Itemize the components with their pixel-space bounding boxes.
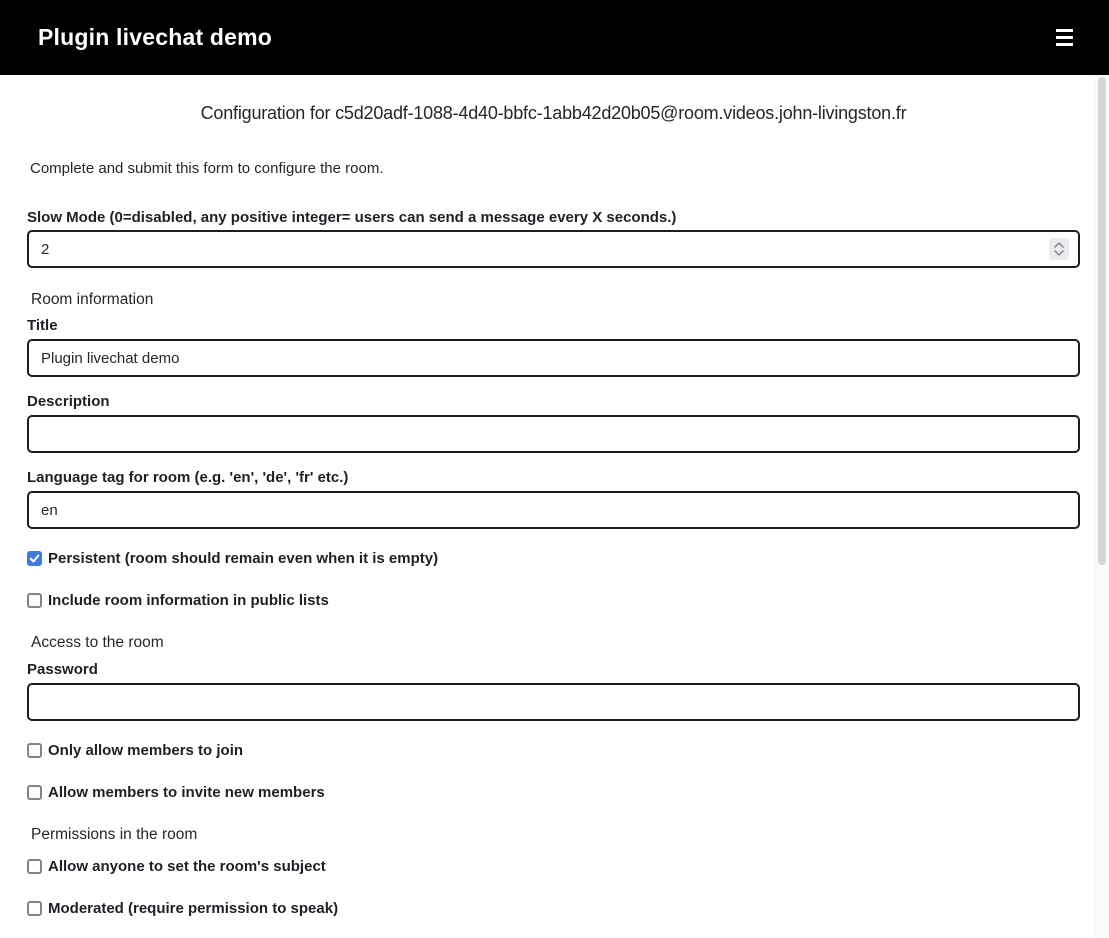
section-permissions: Permissions in the room <box>31 826 198 843</box>
members-invite-checkbox-label[interactable]: Allow members to invite new members <box>48 784 325 801</box>
configuration-heading: Configuration for c5d20adf-1088-4d40-bbfc-1abb42d20b05@room.videos.john-livingston.fr <box>200 103 907 123</box>
page-title: Plugin livechat demo <box>38 24 273 50</box>
description-input[interactable] <box>27 415 1080 453</box>
password-input[interactable] <box>27 683 1080 721</box>
hamburger-bar <box>1056 43 1073 46</box>
persistent-checkbox-label[interactable]: Persistent (room should remain even when it is empty) <box>48 550 439 567</box>
number-spinner[interactable] <box>1049 238 1069 260</box>
slow-mode-field <box>27 230 1080 268</box>
public-list-checkbox[interactable] <box>27 593 42 608</box>
checkmark-icon <box>28 552 41 565</box>
members-only-checkbox[interactable] <box>27 743 42 758</box>
title-input[interactable] <box>27 339 1080 377</box>
members-only-checkbox-label[interactable]: Only allow members to join <box>48 742 244 759</box>
title-label: Title <box>27 317 58 334</box>
public-list-checkbox-label[interactable]: Include room information in public lists <box>48 592 329 609</box>
change-subject-checkbox[interactable] <box>27 859 42 874</box>
language-tag-input[interactable] <box>27 491 1080 529</box>
scrollbar-thumb[interactable] <box>1098 77 1106 565</box>
language-tag-label: Language tag for room (e.g. 'en', 'de', 'fr' etc.) <box>27 469 349 486</box>
persistent-checkbox[interactable] <box>27 551 42 566</box>
public-list-checkbox-row[interactable] <box>27 592 1080 609</box>
chevron-down-icon[interactable] <box>1054 250 1064 256</box>
hamburger-bar <box>1056 29 1073 32</box>
members-invite-checkbox[interactable] <box>27 785 42 800</box>
form-instructions: Complete and submit this form to configure the room. <box>30 160 384 177</box>
moderated-checkbox-row[interactable] <box>27 900 1080 917</box>
chevron-up-icon[interactable] <box>1054 242 1064 248</box>
section-access: Access to the room <box>31 634 164 651</box>
persistent-checkbox-row[interactable] <box>27 550 1080 567</box>
slow-mode-input[interactable] <box>27 230 1080 268</box>
hamburger-menu-icon[interactable] <box>1056 25 1073 50</box>
members-invite-checkbox-row[interactable] <box>27 784 1080 801</box>
app-header <box>0 0 1109 75</box>
hamburger-bar <box>1056 36 1073 39</box>
change-subject-checkbox-label[interactable]: Allow anyone to set the room's subject <box>48 858 326 875</box>
moderated-checkbox-label[interactable]: Moderated (require permission to speak) <box>48 900 339 917</box>
members-only-checkbox-row[interactable] <box>27 742 1080 759</box>
section-room-information: Room information <box>31 291 154 308</box>
slow-mode-label: Slow Mode (0=disabled, any positive integer= users can send a message every X seconds.) <box>27 209 677 226</box>
description-label: Description <box>27 393 110 410</box>
password-label: Password <box>27 661 98 678</box>
vertical-scrollbar <box>1094 75 1109 938</box>
change-subject-checkbox-row[interactable] <box>27 858 1080 875</box>
room-configuration-form <box>0 103 1109 917</box>
moderated-checkbox[interactable] <box>27 901 42 916</box>
